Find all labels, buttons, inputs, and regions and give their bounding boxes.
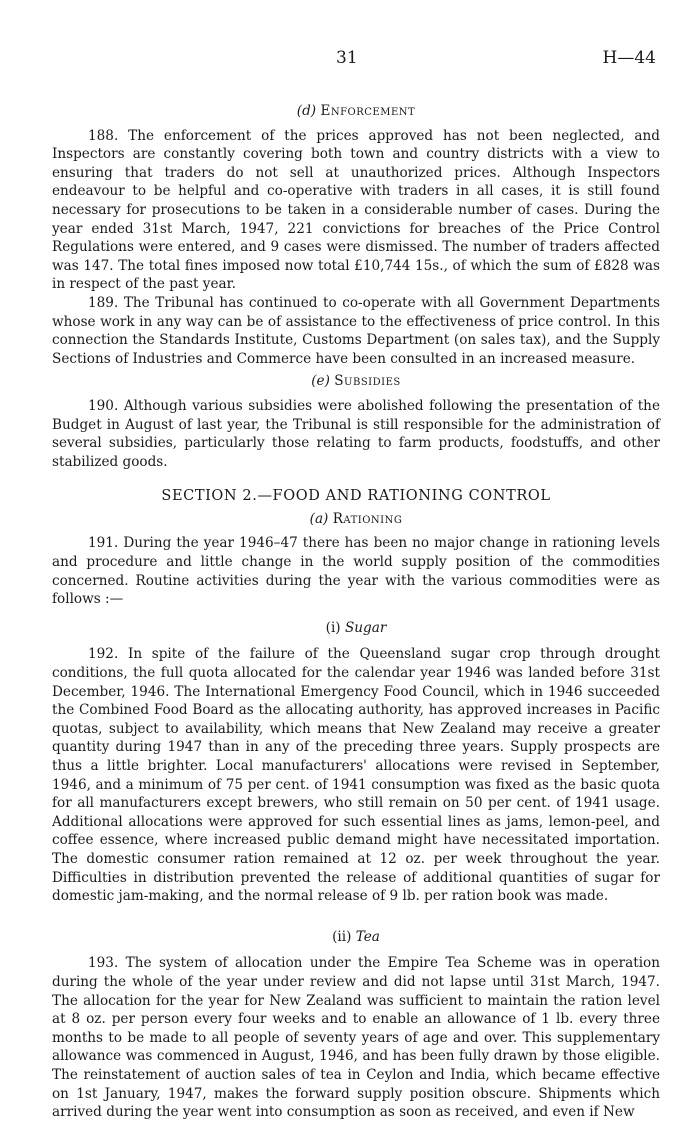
- heading-enforcement-letter: (d): [296, 103, 317, 119]
- heading-subsidies-title: Subsidies: [334, 373, 401, 390]
- heading-sugar-number: (i): [325, 619, 341, 636]
- document-reference: H—44: [602, 48, 656, 68]
- paragraph-193: 193. The system of allocation under the Empire Tea Scheme was in operation during the whole of the year under review and did not lapse until 31st March, 1947. The allocation for the year for New Zealand was sufficient to maintain the ration level at 8 oz. per person every four weeks and to enable an allowance of 1 lb. every three months to be made to all people of seventy years of age and over. This supplementary allowance was commenced in August, 1946, and has been fully drawn by those eligible. The reinstatement of auction sales of tea in Ceylon and India, which became effective on 1st January, 1947, makes the forward supply position obscure. Shipments which arrived during the year went into consumption as soon as received, and even if New: [52, 955, 660, 1121]
- page-body: [52, 102, 660, 1122]
- heading-rationing-title: Rationing: [332, 510, 403, 527]
- heading-sugar: [52, 619, 660, 638]
- paragraph-188: 188. The enforcement of the prices approved has not been neglected, and Inspectors are constantly covering both town and country districts with a view to ensuring that traders do not sell at unauthorized prices. Although Inspectors endeavour to be helpful and co-operative with traders in all cases, it is still found necessary for prosecutions to be taken in a considerable number of cases. During the year ended 31st March, 1947, 221 convictions for breaches of the Price Control Regulations were entered, and 9 cases were dismissed. The number of traders affected was 147. The total fines imposed now total £10,744 15s., of which the sum of £828 was in respect of the past year.: [52, 127, 660, 293]
- heading-sugar-name: Sugar: [344, 619, 387, 636]
- heading-enforcement: [52, 102, 660, 121]
- heading-rationing-letter: (a): [309, 510, 329, 527]
- paragraph-190: 190. Although various subsidies were abolished following the presentation of the Budget in August of last year, the Tribunal is still responsible for the administration of several subsidies, particularly those relating to farm products, foodstuffs, and other stabilized goods.: [52, 397, 660, 470]
- paragraph-189: 189. The Tribunal has continued to co-operate with all Government Departments whose work in any way can be of assistance to the effectiveness of price control. In this connection the Standards Institute, Customs Department (on sales tax), and the Supply Sections of Industries and Commerce have been consulted in an increased measure.: [52, 294, 660, 367]
- heading-tea: [52, 928, 660, 947]
- section-2-heading: SECTION 2.—FOOD AND RATIONING CONTROL: [161, 488, 551, 505]
- paragraph-191: 191. During the year 1946–47 there has been no major change in rationing levels and procedure and little change in the world supply position of the commodities concerned. Routine activities during the year with the various commodities were as follows :—: [52, 535, 660, 608]
- heading-subsidies: [52, 372, 660, 391]
- paragraph-192: 192. In spite of the failure of the Queensland sugar crop through drought conditions, the full quota allocated for the calendar year 1946 was landed before 31st December, 1946. The International Emergency Food Council, which in 1946 succeeded the Combined Food Board as the allocating authority, has approved increases in Pacific quotas, subject to availability, which means that New Zealand may receive a greater quantity during 1947 than in any of the preceding three years. Supply prospects are thus a little brighter. Local manufacturers' allocations were revised in September, 1946, and a minimum of 75 per cent. of 1941 consumption was fixed as the basic quota for all manufacturers except brewers, who still remain on 50 per cent. of 1941 usage. Additional allocations were approved for such essential lines as jams, lemon-peel, and coffee essence, where increased public demand might have necessitated importation. The domestic consumer ration remained at 12 oz. per week throughout the year. Difficulties in distribution prevented the release of additional quantities of sugar for domestic jam-making, and the normal release of 9 lb. per ration book was made.: [52, 646, 660, 905]
- heading-enforcement-title: Enforcement: [320, 103, 416, 119]
- page-header: [0, 48, 700, 72]
- heading-rationing: [52, 510, 660, 529]
- heading-tea-name: Tea: [355, 928, 380, 945]
- heading-tea-number: (ii): [332, 928, 352, 945]
- heading-subsidies-letter: (e): [311, 373, 330, 390]
- page-number: 31: [336, 48, 358, 68]
